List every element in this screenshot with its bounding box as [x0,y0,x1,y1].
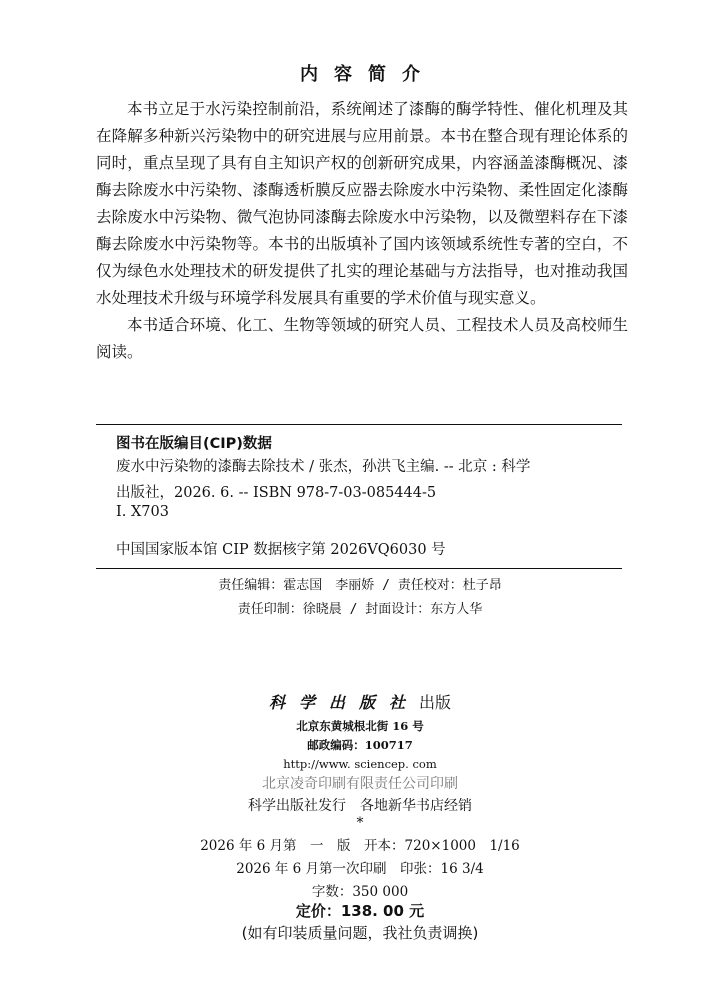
publisher-suffix: 出版 [419,693,452,712]
editor-credits: 责任编辑：霍志国 李丽娇 / 责任校对：杜子昂 [218,578,502,593]
price: 定价：138. 00 元 [295,902,425,920]
distribution-line: 科学出版社发行 各地新华书店经销 [248,798,472,814]
publisher-name-line [269,693,451,712]
publisher-website: http://www. sciencep. com [283,757,437,771]
intro-paragraph: 本书适合环境、化工、生物等领域的研究人员、工程技术人员及高校师生阅读。 [96,316,628,361]
bottom-divider [96,568,622,569]
cip-entry-line: 废水中污染物的漆酶去除技术 / 张杰，孙洪飞主编. -- 北京 : 科学 [116,459,531,475]
cip-classification: Ⅰ. X703 [116,504,169,520]
publisher-address: 北京东黄城根北街 16 号 [296,719,424,733]
introduction [96,96,628,366]
cip-title: 图书在版编目(CIP)数据 [116,436,272,452]
intro-paragraph: 本书立足于水污染控制前沿，系统阐述了漆酶的酶学特性、催化机理及其在降解多种新兴污染物中的研究进展与应用前景。本书在整合现有理论体系的同时，重点呈现了具有自主知识产权的创新研究成果，内容涵盖漆酶概况、漆酶去除废水中污染物、漆酶透析膜反应器去除废水中污染物、柔性固定化漆酶去除废水中污染物、微气泡协同漆酶去除废水中污染物，以及微塑料存在下漆酶去除废水中污染物等。本书的出版填补了国内该领域系统性专著的空白，不仅为绿色水处理技术的研发提供了扎实的理论基础与方法指导，也对推动我国水处理技术升级与环境学科发展具有重要的学术价值与现实意义。 [96,100,628,307]
cip-entry [116,454,622,506]
printing-line: 2026 年 6 月第一次印刷 印张：16 3/4 [236,861,484,877]
edition-line: 2026 年 6 月第 一 版 开本：720×1000 1/16 [200,838,520,854]
publisher-block [0,690,720,713]
top-divider [96,424,622,425]
publisher-logo-text: 科学出版社 [268,693,419,712]
word-count: 字数：350 000 [311,884,409,900]
separator-star: * [356,815,364,831]
cip-entry-line: 出版社，2026. 6. -- ISBN 978-7-03-085444-5 [116,485,437,501]
quality-notice: (如有印装质量问题，我社负责调换) [241,924,479,942]
cip-record-number: 中国国家版本馆 CIP 数据核字第 2026VQ6030 号 [116,542,446,558]
printer-line: 北京凌奇印刷有限责任公司印刷 [262,776,458,792]
publisher-postcode: 邮政编码：100717 [307,738,413,752]
page-heading: 内容简介 [300,64,436,85]
production-credits: 责任印制：徐晓晨 / 封面设计：东方人华 [237,602,483,617]
